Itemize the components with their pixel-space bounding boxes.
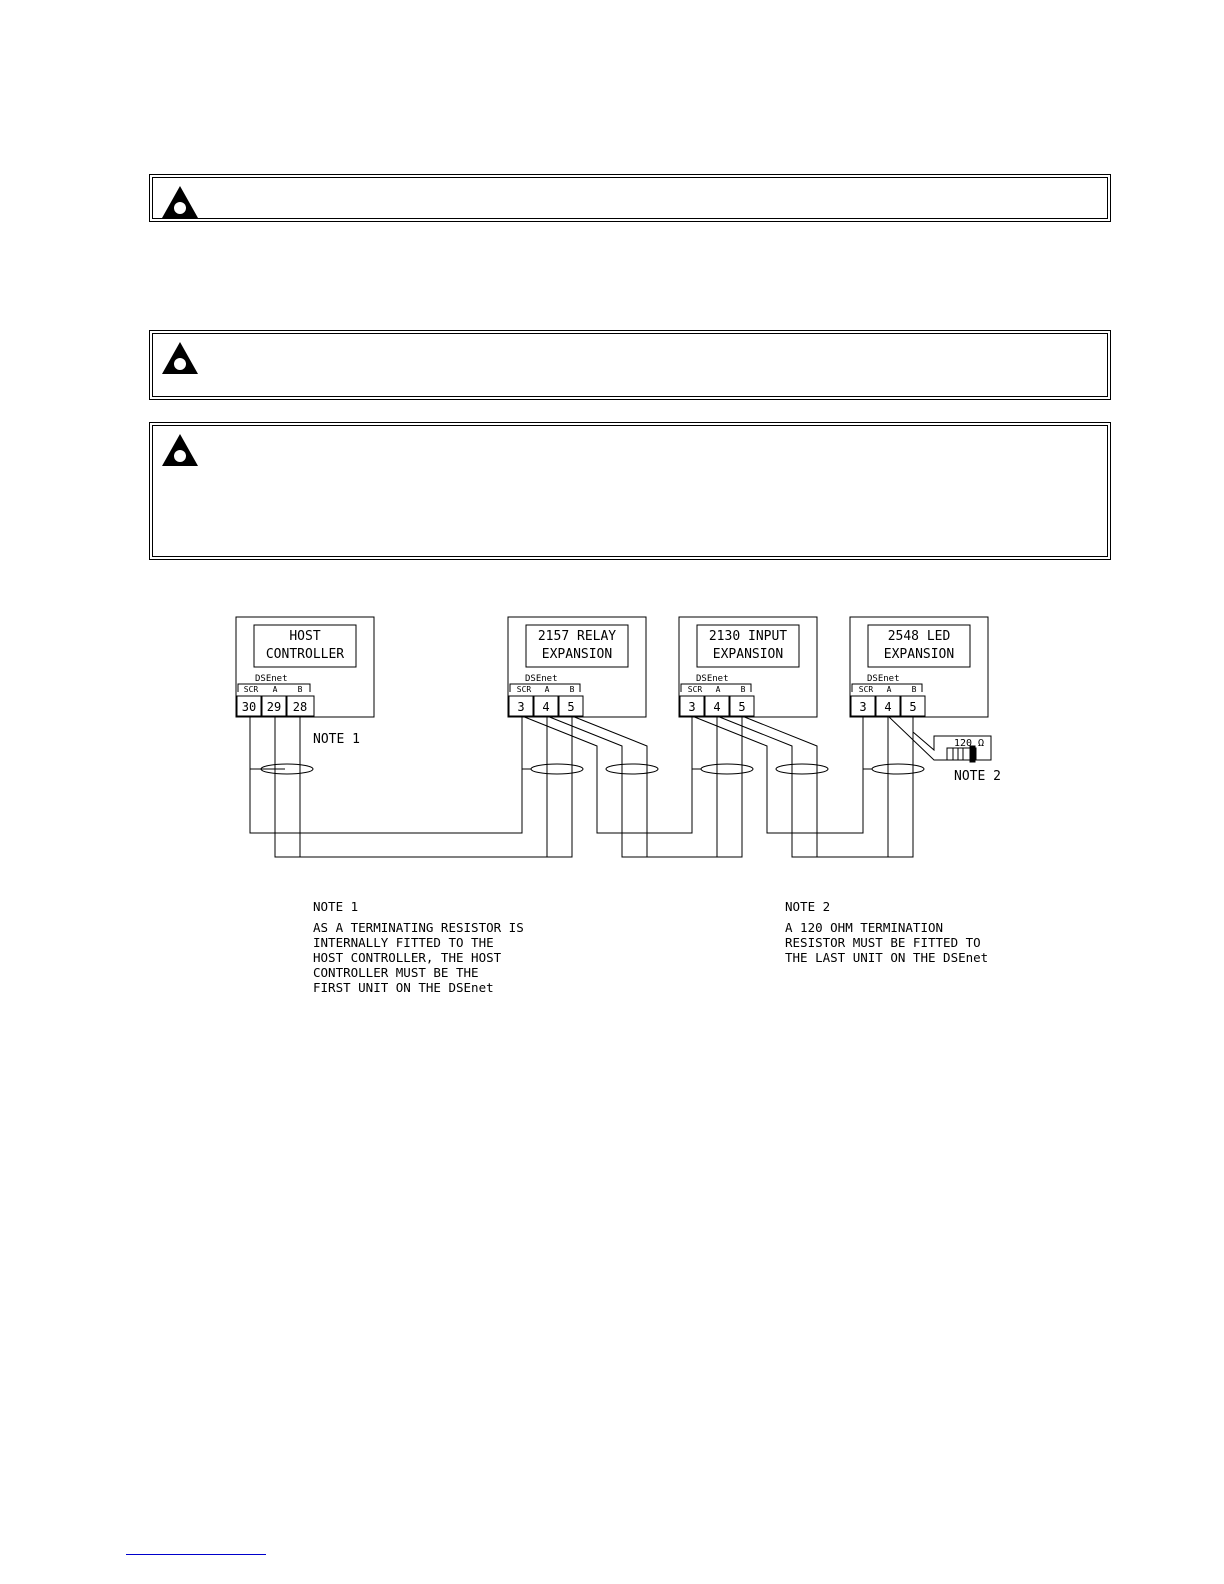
resistor-label: 120 Ω [953,738,985,749]
terminal-3: 3 [859,700,867,714]
terminal-label-a: A [272,685,278,694]
terminal-label-b: B [297,685,303,694]
terminal-5: 5 [738,700,746,714]
terminal-4: 4 [884,700,892,714]
module-title-line2: CONTROLLER [265,647,345,662]
module-title-line1: 2157 RELAY [537,629,617,644]
termination-resistor [888,716,991,762]
terminal-label-a: A [544,685,550,694]
terminal-label-b: B [569,685,575,694]
bus-label: DSEnet [525,674,558,684]
footer-link-underline [126,1554,266,1555]
note2-block [785,899,988,965]
note1-line: AS A TERMINATING RESISTOR IS [313,920,524,935]
terminal-label-scr: SCR [687,685,703,694]
terminal-label-a: A [715,685,721,694]
note2-line: RESISTOR MUST BE FITTED TO [785,935,981,950]
bus-label: DSEnet [867,674,900,684]
wires-input-to-led [692,716,913,857]
note1-block [313,899,524,995]
terminal-label-scr: SCR [243,685,259,694]
terminal-4: 4 [542,700,550,714]
note1-line: CONTROLLER MUST BE THE [313,965,479,980]
module-title-line1: HOST [289,629,321,644]
module-2157-relay-expansion [508,617,646,717]
bus-label: DSEnet [255,674,288,684]
wires-host-to-relay [250,716,572,857]
cable-shields [250,764,924,774]
terminal-label-b: B [911,685,917,694]
module-title-line1: 2548 LED [887,629,951,644]
note2-line: THE LAST UNIT ON THE DSEnet [785,950,989,965]
terminal-label-a: A [886,685,892,694]
terminal-4: 4 [713,700,721,714]
note1-marker: NOTE 1 [313,732,360,747]
note1-line: HOST CONTROLLER, THE HOST [313,950,502,965]
note1-title: NOTE 1 [313,899,359,914]
note1-line: FIRST UNIT ON THE DSEnet [313,980,494,995]
module-2130-input-expansion [679,617,817,717]
terminal-label-b: B [740,685,746,694]
bus-label: DSEnet [696,674,729,684]
terminal-5: 5 [909,700,917,714]
terminal-3: 3 [517,700,525,714]
note2-marker: NOTE 2 [954,769,1001,784]
module-title-line2: EXPANSION [712,647,784,662]
terminal-30: 30 [241,700,257,714]
note1-line: INTERNALLY FITTED TO THE [313,935,494,950]
wires-relay-to-input [522,716,742,857]
terminal-28: 28 [292,700,308,714]
module-title-line2: EXPANSION [883,647,955,662]
terminal-29: 29 [266,700,282,714]
note2-line: A 120 OHM TERMINATION [785,920,944,935]
module-title-line1: 2130 INPUT [708,629,788,644]
module-title-line2: EXPANSION [541,647,613,662]
terminal-5: 5 [567,700,575,714]
terminal-label-scr: SCR [858,685,874,694]
module-host-controller [236,617,374,717]
module-2548-led-expansion [850,617,988,717]
terminal-label-scr: SCR [516,685,532,694]
terminal-3: 3 [688,700,696,714]
note2-title: NOTE 2 [785,899,831,914]
